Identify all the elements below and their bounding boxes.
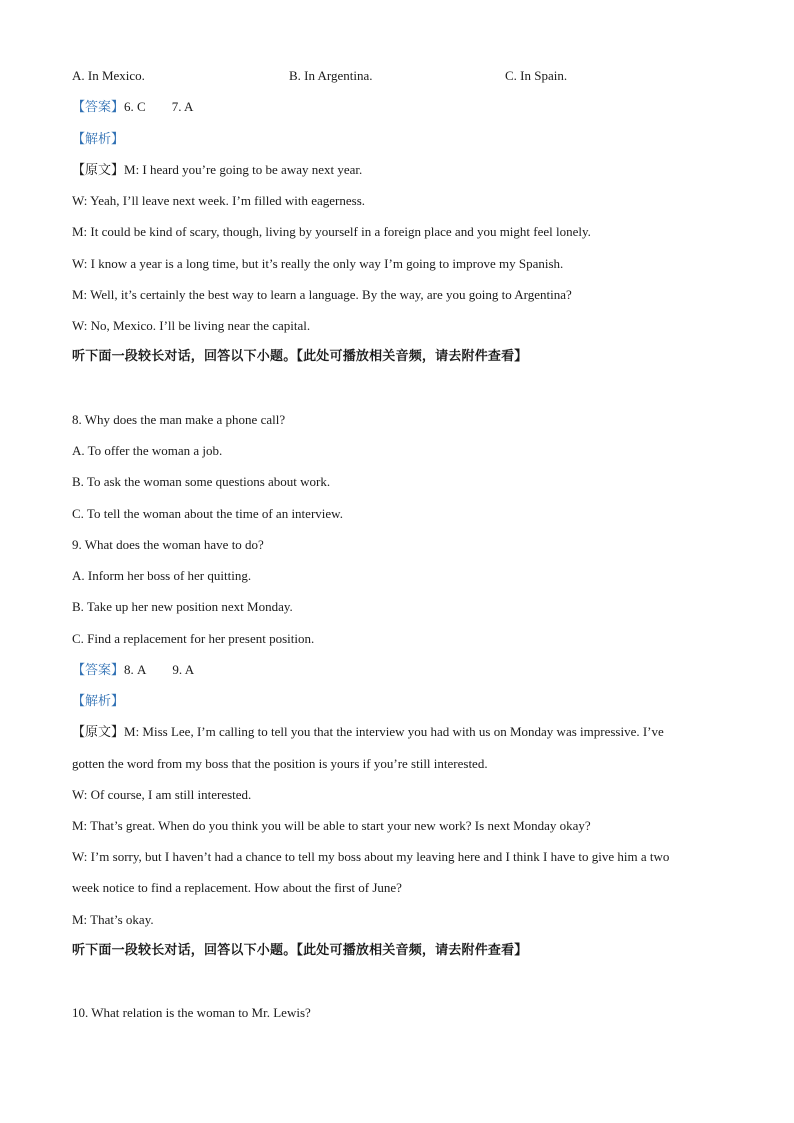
transcript-line: week notice to find a replacement. How about the first of June? <box>72 880 402 895</box>
answer-line-2 <box>72 661 194 680</box>
analysis-heading-1: 【解析】 <box>72 132 125 147</box>
answer-tag: 【答案】 <box>72 100 125 115</box>
listening-instruction-2: 听下面一段较长对话，回答以下小题。【此处可播放相关音频，请去附件查看】 <box>72 943 528 958</box>
transcript-line: W: No, Mexico. I’ll be living near the capital. <box>72 318 311 333</box>
transcript-line: M: Well, it’s certainly the best way to learn a language. By the way, are you going to Argentina? <box>72 287 572 302</box>
transcript-line: W: I know a year is a long time, but it’s really the only way I’m going to improve my Spanish. <box>72 256 564 271</box>
q9-question: 9. What does the woman have to do? <box>72 537 264 552</box>
original-tag: 【原文】 <box>72 724 125 739</box>
transcript-line: M: It could be kind of scary, though, living by yourself in a foreign place and you might feel lonely. <box>72 224 591 239</box>
analysis-heading-2: 【解析】 <box>72 694 125 709</box>
transcript-line: 【原文】M: I heard you’re going to be away next year. <box>72 162 363 177</box>
q8-option-b: B. To ask the woman some questions about work. <box>72 474 331 489</box>
transcript-line: W: I’m sorry, but I haven’t had a chance to tell my boss about my leaving here and I think I have to give him a two <box>72 849 670 864</box>
answer-6: 6. C <box>124 99 146 114</box>
original-tag: 【原文】 <box>72 162 125 177</box>
transcript-line: 【原文】M: Miss Lee, I’m calling to tell you that the interview you had with us on Monday was impressive. I’ve <box>72 724 664 739</box>
q10-question: 10. What relation is the woman to Mr. Lewis? <box>72 1005 311 1020</box>
q9-option-c: C. Find a replacement for her present position. <box>72 631 315 646</box>
transcript-line: gotten the word from my boss that the position is yours if you’re still interested. <box>72 756 488 771</box>
transcript-line: M: That’s okay. <box>72 912 154 927</box>
q8-option-a: A. To offer the woman a job. <box>72 443 223 458</box>
transcript-line: W: Of course, I am still interested. <box>72 787 252 802</box>
transcript-line: W: Yeah, I’ll leave next week. I’m filled with eagerness. <box>72 193 366 208</box>
q7-option-a: A. In Mexico. <box>72 68 145 83</box>
answer-8: 8. A <box>124 662 147 677</box>
q7-option-b: B. In Argentina. <box>289 68 373 83</box>
q9-option-a: A. Inform her boss of her quitting. <box>72 568 252 583</box>
answer-9: 9. A <box>172 662 195 677</box>
q7-option-c: C. In Spain. <box>505 68 568 83</box>
q8-option-c: C. To tell the woman about the time of an interview. <box>72 506 343 521</box>
transcript-line: M: That’s great. When do you think you will be able to start your new work? Is next Monday okay? <box>72 818 591 833</box>
listening-instruction-1: 听下面一段较长对话，回答以下小题。【此处可播放相关音频，请去附件查看】 <box>72 349 528 364</box>
answer-7: 7. A <box>171 99 194 114</box>
answer-line-1 <box>72 98 193 117</box>
q9-option-b: B. Take up her new position next Monday. <box>72 599 293 614</box>
answer-tag: 【答案】 <box>72 663 125 678</box>
q8-question: 8. Why does the man make a phone call? <box>72 412 286 427</box>
